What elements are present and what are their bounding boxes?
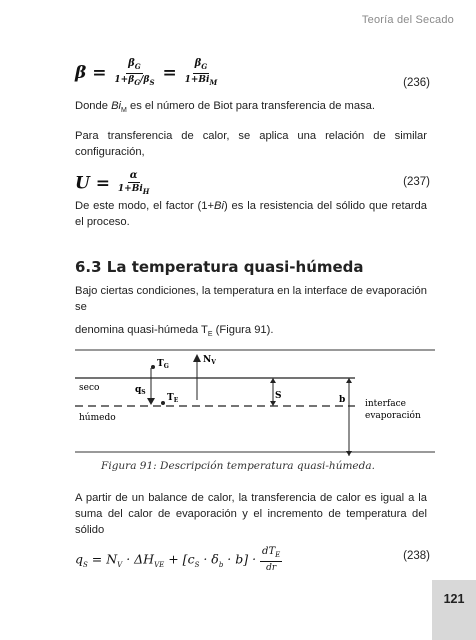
paragraph-balance: A partir de un balance de calor, la transferencia de calor es igual a la suma del calor de evaporación y el incremento de temperatura del sólido: [75, 492, 427, 536]
s-arrow-bottom: [270, 401, 276, 406]
eq236-fraction-1: $\frac{\beta_G}{1+\beta_G/\beta_S}$: [114, 58, 155, 87]
label-interface: interface: [365, 399, 406, 409]
te-point: [161, 401, 165, 405]
figure-91: [75, 348, 435, 458]
b-arrow-bottom: [346, 451, 352, 456]
svg-text:NV: [203, 355, 216, 366]
label-nv-sub: V: [211, 359, 216, 366]
label-qs: q: [135, 385, 142, 395]
equation-number-236: (236): [403, 77, 430, 89]
label-te-sub: E: [173, 397, 179, 404]
equation-236: [75, 58, 219, 89]
figure-caption: Figura 91: Descripción temperatura quasi-húmeda.: [101, 460, 375, 472]
label-evaporacion: evaporación: [365, 411, 421, 421]
eq237-equals: =: [95, 173, 110, 194]
svg-text:TG: [157, 359, 169, 370]
page-number-tab: [432, 580, 476, 640]
equation-number-237: (237): [403, 176, 430, 188]
equation-237: [75, 170, 151, 198]
label-b: b: [339, 395, 346, 405]
label-s: S: [275, 391, 282, 401]
label-te: T: [167, 393, 174, 403]
paragraph-factor: De este modo, el factor (1+Bi) es la resistencia del sólido que retarda el proceso.: [75, 200, 427, 228]
eq236-equals: =: [92, 62, 107, 83]
svg-text:TE: [167, 393, 179, 404]
eq237-lhs: U: [75, 173, 90, 194]
qs-arrow-head: [147, 398, 155, 405]
label-nv: N: [203, 355, 212, 365]
paragraph-heat-transfer: Para transferencia de calor, se aplica una relación de similar configuración,: [75, 130, 427, 158]
label-tg: T: [157, 359, 164, 369]
s-arrow-top: [270, 378, 276, 383]
nv-arrow-head: [193, 354, 201, 362]
tg-point: [151, 365, 155, 369]
running-header: Teoría del Secado: [361, 14, 454, 26]
eq237-fraction: $\frac{\alpha}{1+Bi_H}$: [117, 170, 150, 196]
eq236-equals-2: =: [162, 62, 177, 83]
label-humedo: húmedo: [79, 413, 116, 423]
b-arrow-top: [346, 378, 352, 383]
paragraph-biot: Donde $Bi_M$ es el número de Biot para transferencia de masa.: [75, 100, 375, 115]
svg-text:qS: [135, 385, 146, 396]
eq238-fraction: $\frac{dT_E}{dr}$: [262, 546, 281, 573]
paragraph-conditions: Bajo ciertas condiciones, la temperatura en la interface de evaporación se: [75, 285, 427, 313]
label-qs-sub: S: [141, 389, 146, 396]
label-seco: seco: [79, 383, 100, 393]
equation-238: $q_S = N_V \cdot \Delta H_{VE} + [c_S \cdot \delta_b \cdot b]$ · $\frac{dT_E}{dr}$: [75, 546, 281, 573]
eq236-lhs: β: [75, 62, 87, 83]
paragraph-conditions-2: denomina quasi-húmeda $T_E$ (Figura 91).: [75, 324, 274, 339]
label-tg-sub: G: [163, 363, 169, 370]
page-number: 121: [443, 592, 465, 606]
section-title: 6.3 La temperatura quasi-húmeda: [75, 258, 364, 276]
eq236-fraction-2: $\frac{\beta_G}{1+Bi_M}$: [184, 58, 218, 87]
equation-number-238: (238): [403, 550, 430, 562]
